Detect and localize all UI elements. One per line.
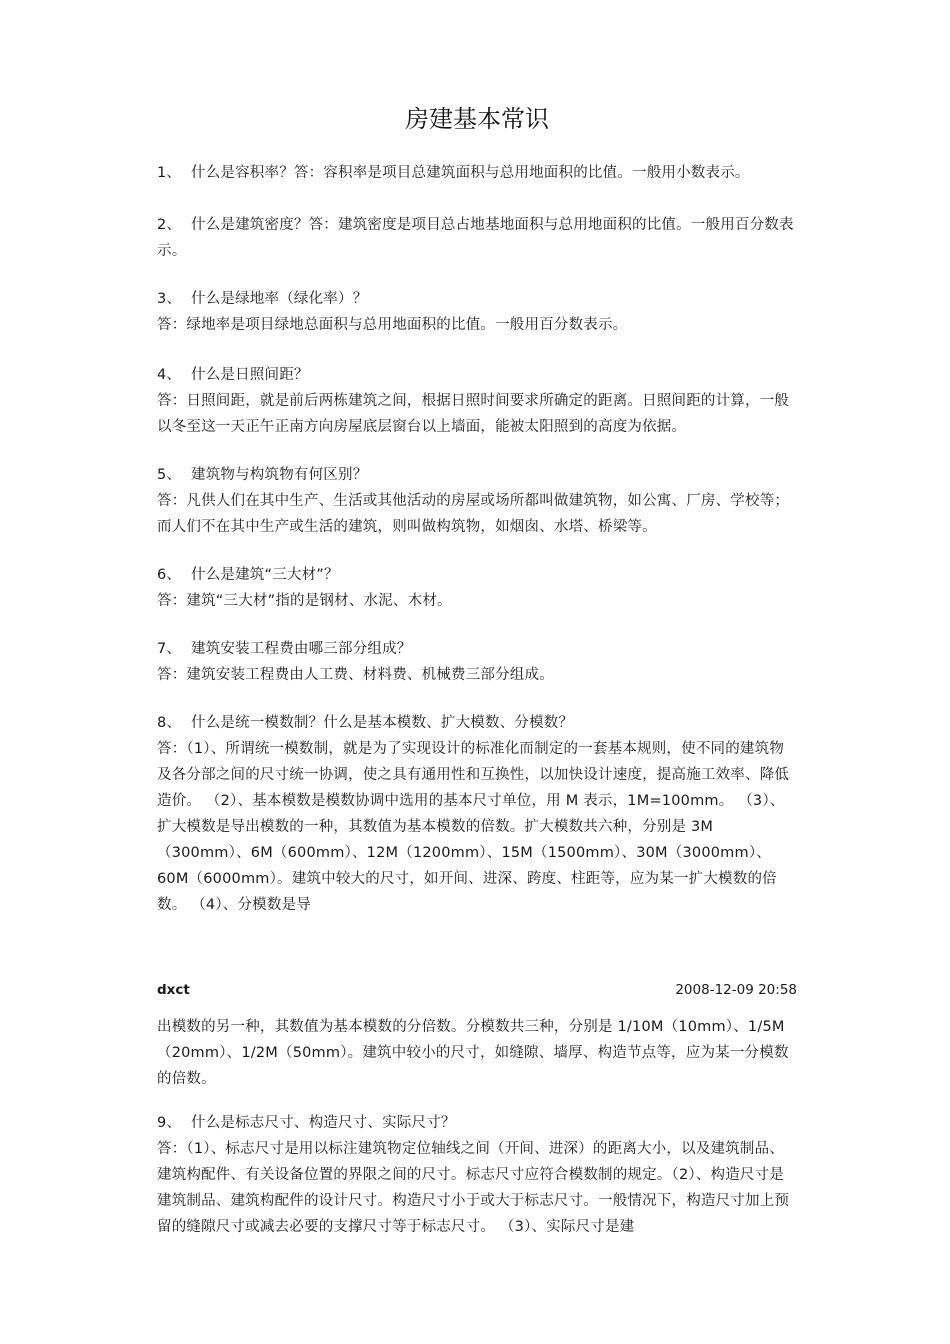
item-7-question: 7、 建筑安装工程费由哪三部分组成？ — [157, 641, 412, 657]
item-8 — [157, 710, 797, 918]
item-2 — [157, 212, 797, 264]
item-2-question: 2、 什么是建筑密度？答：建筑密度是项目总占地基地面积与总用地面积的比值。一般用百分数表示。 — [157, 217, 794, 259]
document-title: 房建基本常识 — [405, 105, 549, 133]
item-6 — [157, 562, 797, 614]
item-4-answer: 答：日照间距，就是前后两栋建筑之间，根据日照时间要求所确定的距离。日照间距的计算，一般以冬至这一天正午正南方向房屋底层窗台以上墙面，能被太阳照到的高度为依据。 — [157, 393, 790, 435]
item-1-question: 1、 什么是容积率？答：容积率是项目总建筑面积与总用地面积的比值。一般用小数表示。 — [157, 165, 750, 181]
footer-username: dxct — [157, 982, 190, 998]
item-7-answer: 答：建筑安装工程费由人工费、材料费、机械费三部分组成。 — [157, 667, 554, 683]
item-6-question: 6、 什么是建筑“三大材”？ — [157, 567, 339, 583]
continuation-paragraph: 出模数的另一种，其数值为基本模数的分倍数。分模数共三种，分别是 1/10M（10mm）、1/5M（20mm）、1/2M（50mm）。建筑中较小的尺寸，如缝隙、墙厚、构造节点等，应为某一分模数的倍数。 — [157, 1019, 789, 1087]
footer-timestamp: 2008-12-09 20:58 — [675, 982, 797, 998]
item-3-answer: 答：绿地率是项目绿地总面积与总用地面积的比值。一般用百分数表示。 — [157, 317, 628, 333]
item-1 — [157, 160, 797, 186]
item-5-question: 5、 建筑物与构筑物有何区别？ — [157, 467, 368, 483]
item-4 — [157, 362, 797, 440]
item-5-answer: 答：凡供人们在其中生产、生活或其他活动的房屋或场所都叫做建筑物，如公寓、厂房、学校等；而人们不在其中生产或生活的建筑，则叫做构筑物，如烟囱、水塔、桥梁等。 — [157, 493, 790, 535]
item-6-answer: 答：建筑“三大材”指的是钢材、水泥、木材。 — [157, 593, 452, 609]
item-9-question: 9、 什么是标志尺寸、构造尺寸、实际尺寸？ — [157, 1115, 456, 1131]
item-9-answer: 答：（1）、标志尺寸是用以标注建筑物定位轴线之间（开间、进深）的距离大小，以及建筑制品、建筑构配件、有关设备位置的界限之间的尺寸。标志尺寸应符合模数制的规定。（2）、构造尺寸是建筑制品、建筑构配件的设计尺寸。构造尺寸小于或大于标志尺寸。一般情况下，构造尺寸加上预留的缝隙尺寸或减去必要的支撑尺寸等于标志尺寸。 （3）、实际尺寸是建 — [157, 1141, 790, 1235]
item-3-question: 3、 什么是绿地率（绿化率）？ — [157, 291, 368, 307]
item-7 — [157, 636, 797, 688]
continuation-text — [157, 1014, 797, 1092]
item-3 — [157, 286, 797, 338]
item-8-answer: 答：（1）、所谓统一模数制，就是为了实现设计的标准化而制定的一套基本规则，使不同的建筑物及各分部之间的尺寸统一协调，使之具有通用性和互换性，以加快设计速度，提高施工效率、降低造价。 （2）、基本模数是模数协调中选用的基本尺寸单位，用 M 表示，1M=100mm。 （3）、扩大模数是导出模数的一种，其数值为基本模数的倍数。扩大模数共六种，分别是 3M（300mm）、6M（600mm）、12M（1200mm）、15M（1500mm）、30M（3000mm）、60M（6000mm）。建筑中较大的尺寸，如开间、进深、跨度、柱距等，应为某一扩大模数的倍数。 （4）、分模数是导 — [157, 741, 790, 913]
page-footer — [157, 978, 797, 1002]
item-8-question: 8、 什么是统一模数制？什么是基本模数、扩大模数、分模数？ — [157, 715, 574, 731]
item-9 — [157, 1110, 797, 1240]
item-5 — [157, 462, 797, 540]
item-4-question: 4、 什么是日照间距？ — [157, 367, 309, 383]
